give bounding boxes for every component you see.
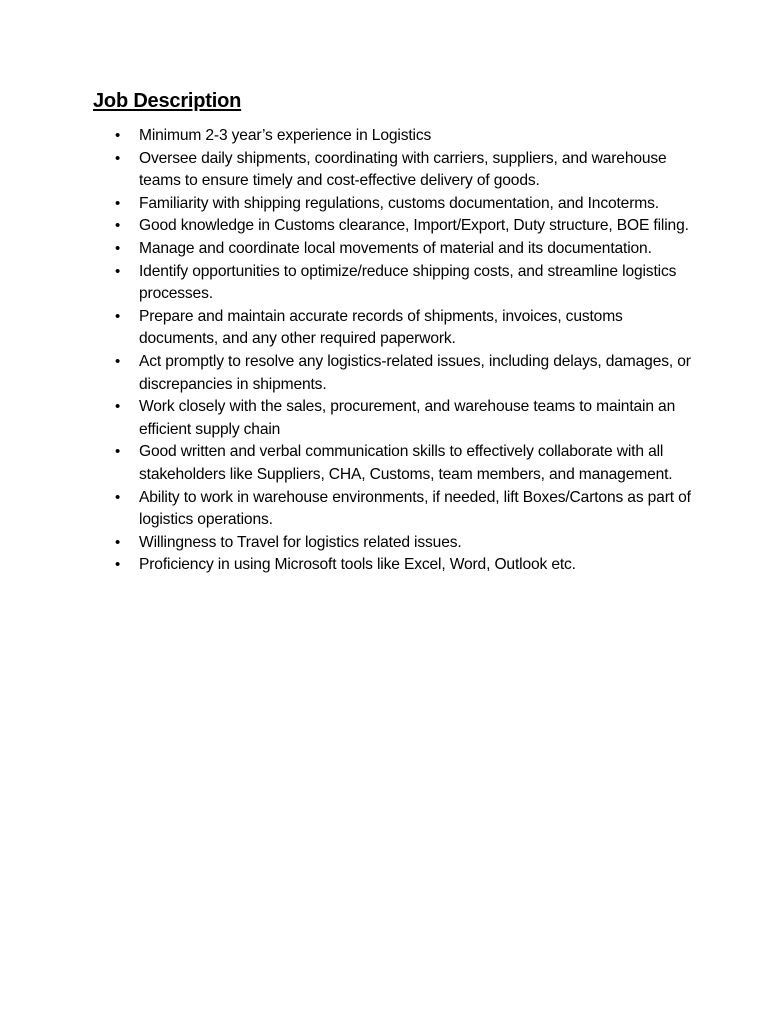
list-item-text: Work closely with the sales, procurement, and warehouse teams to maintain an efficient supply chain (139, 398, 676, 438)
list-item-text: Ability to work in warehouse environments, if needed, lift Boxes/Cartons as part of logistics operations. (139, 488, 691, 529)
bullet-icon: • (115, 307, 121, 325)
list-item-text: Proficiency in using Microsoft tools like Excel, Word, Outlook etc. (139, 556, 576, 574)
list-item-text: Willingness to Travel for logistics related issues. (139, 533, 462, 551)
list-item-text: Act promptly to resolve any logistics-related issues, including delays, damages, or discrepancies in shipments. (139, 352, 691, 393)
list-item-text: Familiarity with shipping regulations, customs documentation, and Incoterms. (139, 194, 659, 212)
bullet-icon: • (115, 217, 121, 235)
bullet-icon: • (115, 127, 121, 144)
list-item-text: Good written and verbal communication skills to effectively collaborate with all stakeholders like Suppliers, CHA, Customs, team members, and management. (139, 443, 673, 483)
list-item-text: Good knowledge in Customs clearance, Import/Export, Duty structure, BOE filing. (139, 217, 689, 235)
bullet-icon: • (115, 352, 121, 370)
bullet-icon: • (115, 556, 121, 574)
bullet-icon: • (115, 239, 121, 257)
list-item (93, 532, 693, 555)
list-item (93, 148, 693, 193)
bullet-icon: • (115, 533, 121, 551)
list-item (93, 351, 693, 396)
bullet-icon: • (115, 398, 121, 416)
responsibilities-list (93, 125, 693, 577)
list-item (93, 487, 693, 532)
list-item (93, 215, 693, 238)
bullet-icon: • (115, 488, 121, 506)
bullet-icon: • (115, 194, 121, 212)
list-item-text: Minimum 2-3 year’s experience in Logistics (139, 127, 432, 144)
bullet-icon: • (115, 149, 121, 167)
list-item-text: Manage and coordinate local movements of material and its documentation. (139, 239, 652, 257)
list-item (93, 554, 693, 577)
list-item-text: Identify opportunities to optimize/reduce shipping costs, and streamline logistics processes. (139, 262, 677, 303)
list-item (93, 193, 693, 216)
list-item (93, 396, 693, 441)
list-item (93, 441, 693, 486)
list-item-text: Oversee daily shipments, coordinating with carriers, suppliers, and warehouse teams to ensure timely and cost-effective delivery of goods. (139, 149, 667, 190)
bullet-icon: • (115, 262, 121, 280)
list-item (93, 306, 693, 351)
page-title: Job Description (93, 90, 242, 112)
list-item-text: Prepare and maintain accurate records of shipments, invoices, customs documents, and any other required paperwork. (139, 307, 623, 348)
bullet-icon: • (115, 443, 121, 461)
list-item (93, 125, 693, 148)
list-item (93, 261, 693, 306)
list-item (93, 238, 693, 261)
